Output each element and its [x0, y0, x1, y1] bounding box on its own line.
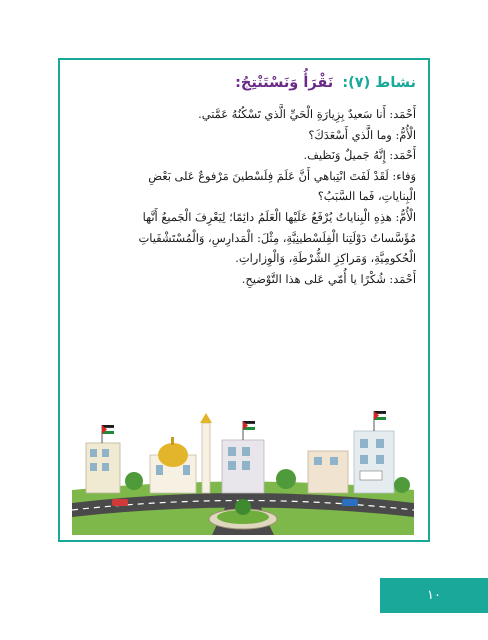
- dialogue-line: [70, 125, 416, 146]
- dialogue: [70, 104, 416, 289]
- activity-title: نَقْرَأُ وَنَسْتَنْتِجُ:: [235, 75, 334, 91]
- dialogue-continuation: الْبِناياتِ، فَما السَّبَبُ؟: [317, 189, 416, 204]
- dialogue-line: [70, 145, 416, 166]
- dialogue-text: أَنا سَعيدٌ بِزِيارَةِ الْحَيِّ الَّذي تَسْكُنُهُ عَمَّتي.: [198, 107, 386, 121]
- dialogue-line: [70, 104, 416, 125]
- dialogue-continuation: الْحُكومِيَّةِ، وَمَراكِزِ الشُّرْطَةِ، وَالْوِزاراتِ.: [235, 251, 416, 266]
- speaker-name: أَحْمَد:: [389, 148, 416, 163]
- speaker-name: الْأُمُّ:: [395, 209, 416, 224]
- speaker-name: وَفاء:: [392, 168, 416, 183]
- page-number: ١٠: [380, 578, 488, 613]
- activity-label: نشاط (٧):: [342, 75, 416, 91]
- dialogue-line: [70, 166, 416, 187]
- dialogue-text: إِنَّهُ جَميلٌ وَنَظيف.: [303, 148, 386, 163]
- dialogue-line: [70, 207, 416, 228]
- dialogue-text: وما الَّذي أَسْعَدَكَ؟: [308, 127, 392, 142]
- town-roundabout-illustration: [72, 395, 414, 535]
- speaker-name: الْأُمُّ:: [395, 127, 416, 142]
- activity-frame: [58, 58, 430, 542]
- dialogue-line: [70, 269, 416, 290]
- dialogue-text: شُكْرًا يا أُمّي عَلى هذا التَّوْضيحِ.: [241, 271, 386, 286]
- dialogue-continuation: مُؤَسَّساتُ دَوْلَتِنا الْفِلَسْطينِيَّةِ، مِثْلَ: الْمَدارِسِ، وَالْمُسْتَشْفَياتِ: [138, 230, 416, 245]
- dialogue-text: لَقَدْ لَفَتَ انْتِباهي أَنَّ عَلَمَ فِلَسْطينَ مَرْفوعٌ عَلى بَعْضِ: [148, 168, 389, 183]
- dialogue-text: هذِهِ الْبِناياتُ يُرْفَعُ عَلَيْها الْعَلَمُ دائِمًا؛ لِيَعْرِفَ الْجَميعُ أَنَّها: [142, 209, 392, 224]
- activity-header: [70, 72, 416, 100]
- speaker-name: أَحْمَد:: [389, 271, 416, 286]
- speaker-name: أَحْمَد:: [389, 107, 416, 121]
